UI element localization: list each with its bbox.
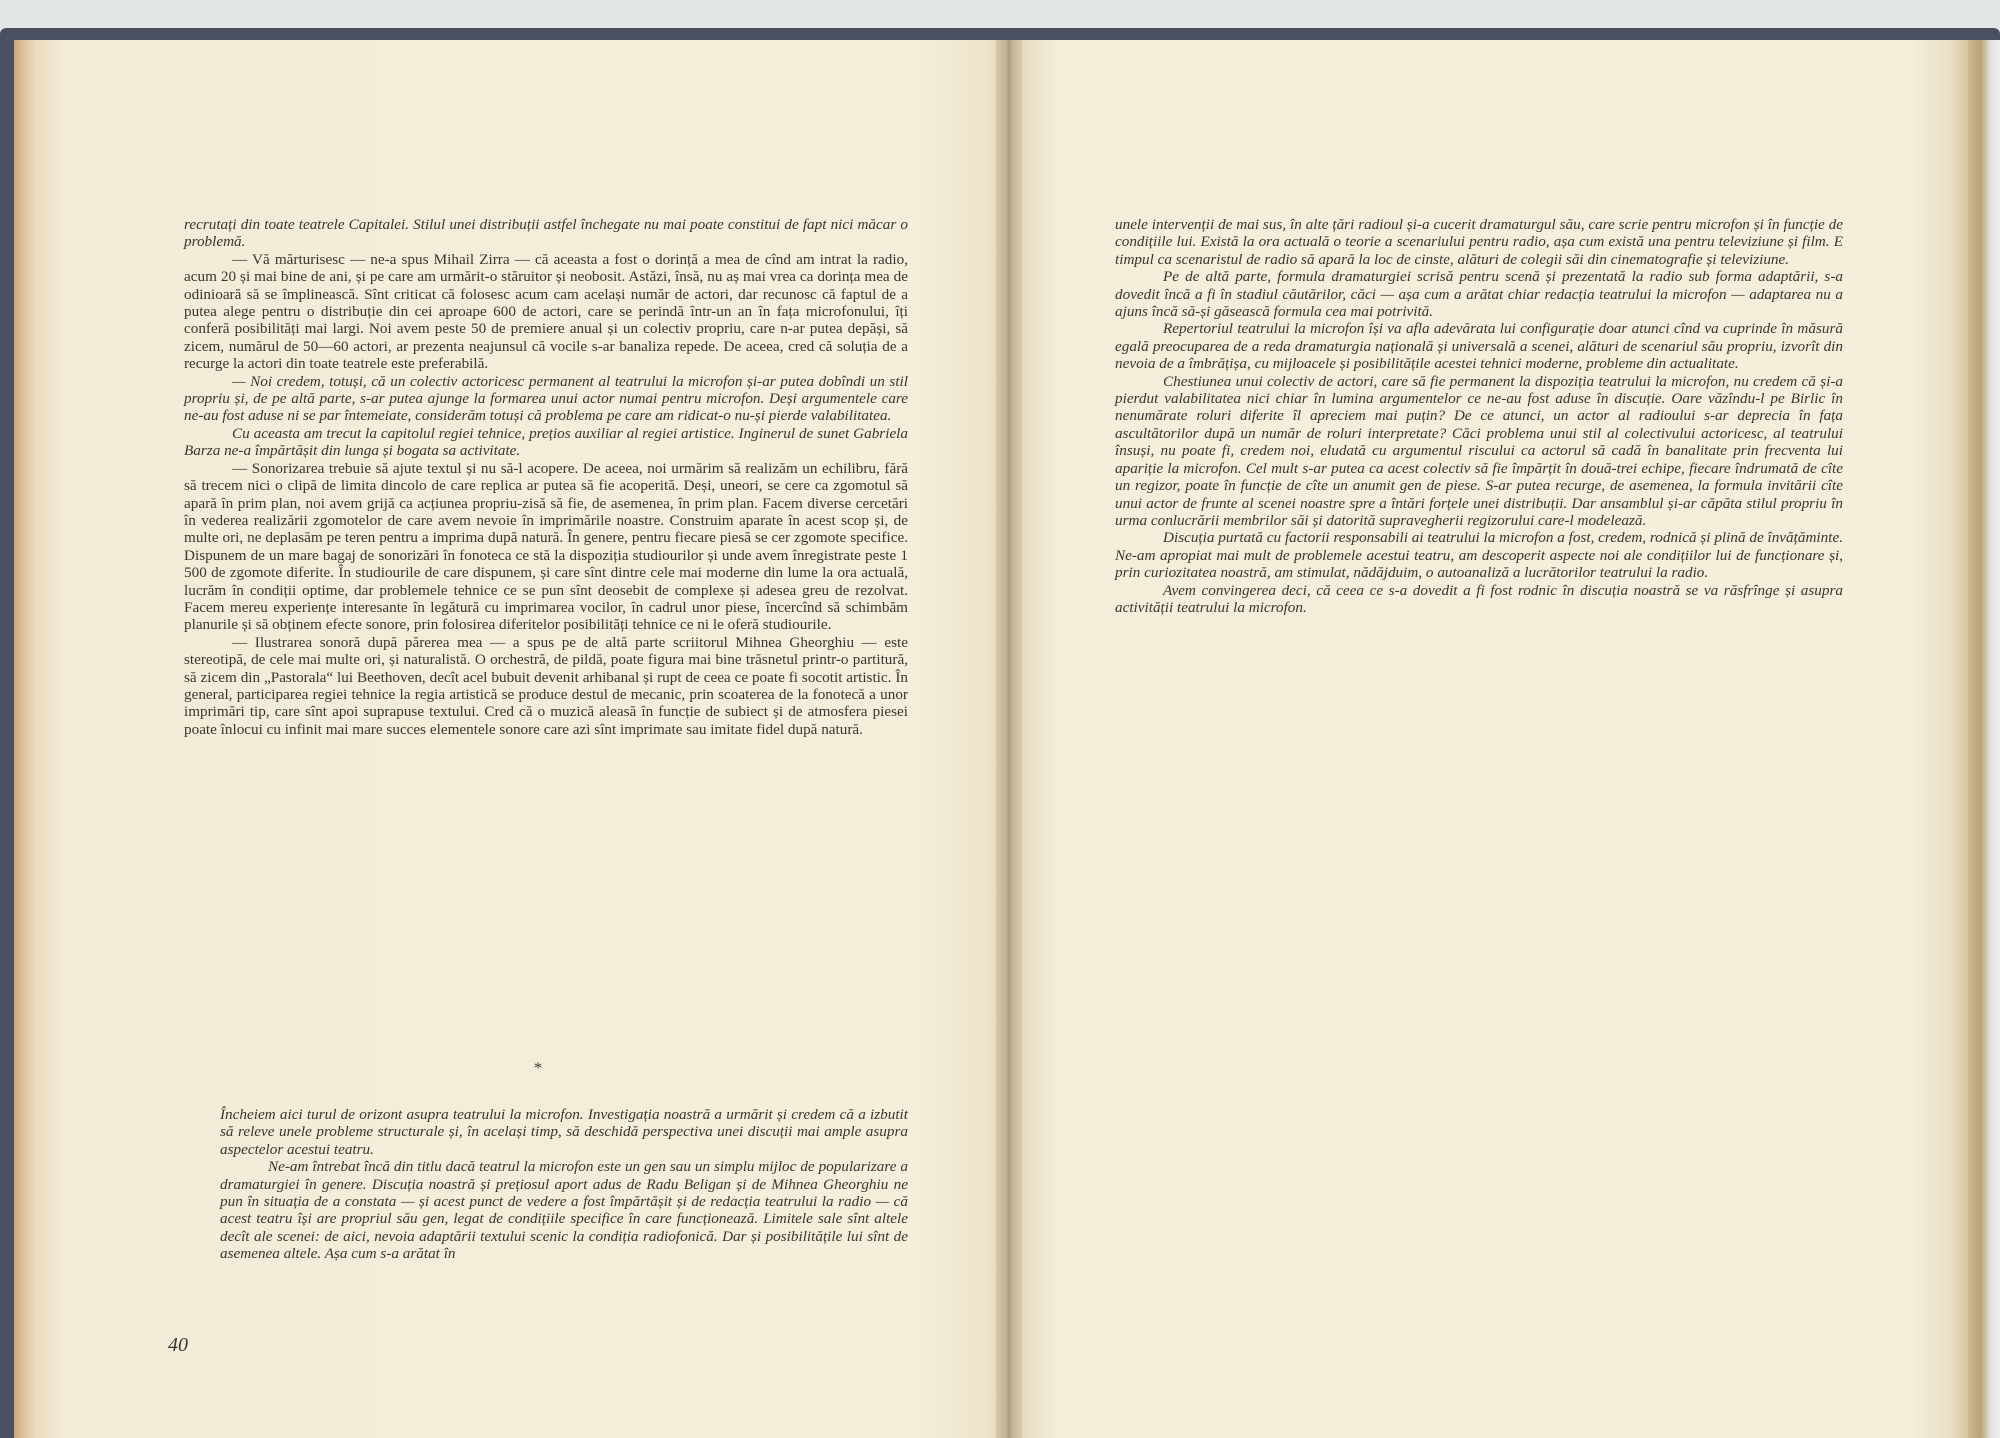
paragraph: Chestiunea unui colectiv de actori, care să fie permanent la dispoziția teatrului la microfon, nu credem că și-a pierdut valabilitatea nici chiar în lumina argumentelor ce ne-au fost aduse în discuție. Oare văzîndu-l pe Birlic în nenumărate roluri diferite îl apreciem mai puțin? De ce atunci, un actor al radioului s-ar deprecia în fața ascultătorilor după un număr de roluri interpretate? Căci problema unui stil al colectivului actoricesc, al teatrului însuși, nu poate fi, credem noi, eludată cu argumentul riscului ca actorul să cadă în banalitate prin frecventa lui apariție la microfon. Cel mult s-ar putea ca acest colectiv să fie împărțit în două-trei echipe, fiecare îndrumată de cîte un regizor, poate în funcție de cîte un anumit gen de piese. S-ar putea recurge, de asemenea, la formula invitării cîte unui actor de frunte al scenei noastre spre a întări forțele unei distribuții. Dar ansamblul și-ar căpăta stilul propriu în urma conlucrării membrilor săi și datorită supravegherii regizorului care-l modelează. — [1115, 372, 1843, 529]
paragraph: Cu aceasta am trecut la capitolul regiei tehnice, prețios auxiliar al regiei artistice. Inginerul de sunet Gabriela Barza ne-a împărtășit din lunga și bogata sa activitate. — [184, 424, 908, 460]
right-page — [1010, 40, 1968, 1438]
paragraph: Încheiem aici turul de orizont asupra teatrului la microfon. Investigația noastră a urmărit și credem că a izbutit să releve unele probleme structurale și, în același timp, să deschidă perspectiva unei discuții mai ample asupra aspectelor acestui teatru. — [220, 1106, 908, 1158]
paragraph: — Noi credem, totuși, că un colectiv actoricesc permanent al teatrului la microfon și-ar putea dobîndi un stil propriu și, de pe altă parte, s-ar putea ajunge la formarea unui actor numai pentru microfon. Deși argumentele care ne-au fost aduse ni se par întemeiate, considerăm totuși că problema pe care am ridicat-o nu-și pierde valabilitatea. — [184, 372, 908, 425]
paragraph: unele intervenții de mai sus, în alte țări radioul și-a cucerit dramaturgul său, care scrie pentru microfon și în funcție de condițiile lui. Există la ora actuală o teorie a scenariului pentru radio, așa cum există una pentru televiziune și film. E timpul ca scenaristul de radio să apară la loc de cinste, alături de colegii săi din cinematografie și televiziune. — [1115, 216, 1843, 268]
paragraph: Avem convingerea deci, că ceea ce s-a dovedit a fi fost rodnic în discuția noastră se va răsfrînge și asupra activității teatrului la microfon. — [1115, 581, 1843, 616]
paragraph: recrutați din toate teatrele Capitalei. Stilul unei distribuții astfel închegate nu mai poate constitui de fapt nici măcar o problemă. — [184, 216, 908, 251]
paragraph: — Ilustrarea sonoră după părerea mea — a spus pe de altă parte scriitorul Mihnea Gheorghiu — este stereotipă, de cele mai multe ori, și naturalistă. O orchestră, de pildă, poate figura mai bine trăsnetul printr-o partitură, să zicem din „Pastorala“ lui Beethoven, decît acel bubuit devenit arhibanal și rupt de ceea ce poate fi socotit artistic. În general, participarea regiei tehnice la regia artistică se produce destul de mecanic, prin scoaterea de la fonotecă a unor imprimări tip, care sînt apoi suprapuse textului. Cred că o muzică aleasă în funcție de subiect și de atmosfera piesei poate înlocui cu infinit mai mare succes elementele sonore care azi sînt imprimate sau imitate fidel după natură. — [184, 633, 908, 738]
right-page-text — [1115, 216, 1843, 616]
book-gutter — [996, 40, 1022, 1438]
left-page-text — [184, 216, 908, 738]
page-edge — [1968, 40, 2000, 1438]
paragraph: Ne-am întrebat încă din titlu dacă teatrul la microfon este un gen sau un simplu mijloc de popularizare a dramaturgiei în genere. Discuția noastră și prețiosul aport adus de Radu Beligan și de Mihnea Gheorghiu ne pun în situația de a constata — și acest punct de vedere a fost împărtășit și de redacția teatrului la radio — că acest teatru își are propriul său gen, legat de condițiile specifice în care funcționează. Limitele sale sînt altele decît ale scenei: de aici, nevoia adaptării textului scenic la condiția radiofonică. Dar și posibilitățile lui sînt de asemenea altele. Așa cum s-a arătat în — [220, 1158, 908, 1263]
section-separator: * — [534, 1060, 542, 1077]
closing-text — [220, 1106, 908, 1263]
paragraph: Pe de altă parte, formula dramaturgiei scrisă pentru scenă și prezentată la radio sub forma adaptării, s-a dovedit încă a fi în stadiul căutărilor, căci — așa cum a arătat chiar redacția teatrului la microfon — adaptarea nu a ajuns încă să-și găsească formula cea mai potrivită. — [1115, 268, 1843, 321]
paragraph: — Vă mărturisesc — ne-a spus Mihail Zirra — că aceasta a fost o dorință a mea de cînd am intrat la radio, acum 20 și mai bine de ani, și pe care am urmărit-o stăruitor și neobosit. Astăzi, însă, nu aș mai vrea ca dorința mea de odinioară să se împlinească. Sînt criticat că folosesc acum cam același număr de actori, dar recunosc că faptul de a putea alege pentru o distribuție din cei aproape 600 de actori, care se perindă într-un an în fața microfonului, îți conferă posibilități mai largi. Noi avem peste 50 de premiere anual și un colectiv propriu, care n-ar putea depăși, să zicem, numărul de 50—60 actori, ar prezenta neajunsul că vocile s-ar banaliza repede. De aceea, cred că soluția de a recurge la actori din toate teatrele este preferabilă. — [184, 250, 908, 373]
page-number: 40 — [168, 1334, 188, 1356]
left-page — [14, 40, 1012, 1438]
paragraph: Discuția purtată cu factorii responsabili ai teatrului la microfon a fost, credem, rodnică și plină de învățăminte. Ne-am apropiat mai mult de problemele acestui teatru, am descoperit aspecte noi ale condițiilor lui de funcționare și, prin curiozitatea noastră, am stimulat, nădăjduim, o autoanaliză a lucrătorilor teatrului la radio. — [1115, 529, 1843, 582]
paragraph: — Sonorizarea trebuie să ajute textul și nu să-l acopere. De aceea, noi urmărim să realizăm un echilibru, fără să trecem nici o clipă de limita dincolo de care replica ar putea să fie acoperită. Deși, uneori, se cere ca zgomotul să apară în prim plan, noi avem grijă ca acțiunea propriu-zisă să fie, de asemenea, în prim plan. Facem diverse cercetări în vederea realizării zgomotelor de care avem nevoie în imprimările noastre. Construim aparate în acest scop și, de multe ori, ne deplasăm pe teren pentru a imprima după natură. În genere, pentru fiecare piesă se cer zgomote specifice. Dispunem de un mare bagaj de sonorizări în fonoteca ce stă la dispoziția studiourilor și unde avem înregistrate peste 1 500 de zgomote diferite. În studiourile de care dispunem, și care sînt dintre cele mai moderne din lume la ora actuală, lucrăm în condiții optime, dar problemele tehnice ce se pun sînt deosebit de complexe și adesea greu de rezolvat. Facem mereu experiențe interesante în legătură cu imprimarea vocilor, în cadrul unor piese, încercînd să schimbăm planurile și să obținem efecte sonore, prin folosirea diferitelor posibilități tehnice ce ni le oferă studiourile. — [184, 459, 908, 634]
paragraph: Repertoriul teatrului la microfon își va afla adevărata lui configurație doar atunci cînd va cuprinde în măsură egală preocuparea de a reda dramaturgia națională și universală a scenei, alături de scenariul său propriu, izvorît din nevoia de a îmbrățișa, cu mijloacele și posibilitățile acestei tehnici moderne, probleme din actualitate. — [1115, 320, 1843, 373]
